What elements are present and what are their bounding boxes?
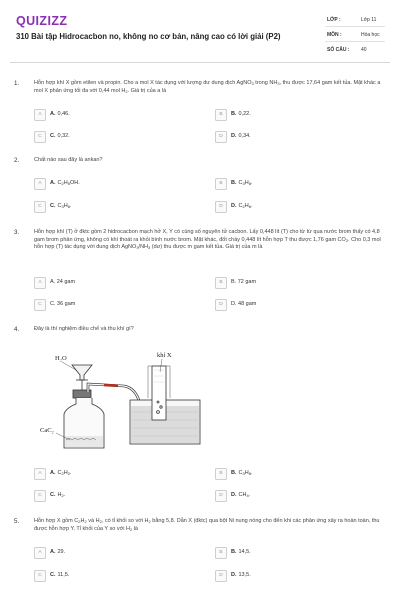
subscript: 2 bbox=[242, 204, 245, 209]
answer-option-c[interactable] bbox=[34, 299, 194, 310]
question-text: Hỗn hợp khí X gồm etilen và propin. Cho a mol X tác dụng với lượng dư dung dịch AgNO$_3$ trong $NH_3$, thu được 17,64 gam kết tủa. Mặt khác a mol X phản ứng tối đa với 0,44 mol $H_2$. Giá trị của a là bbox=[34, 80, 381, 94]
option-letter-box[interactable]: D bbox=[215, 570, 227, 582]
reaction-flask bbox=[64, 390, 104, 448]
option-letter-box[interactable]: A bbox=[34, 109, 46, 121]
subscript: 2 bbox=[61, 493, 64, 498]
option-letter-box[interactable]: B bbox=[215, 277, 227, 289]
subscript: 2 bbox=[345, 237, 349, 243]
answer-option-a[interactable] bbox=[34, 178, 194, 189]
option-prefix: A. bbox=[50, 180, 56, 186]
option-letter-box[interactable]: C bbox=[34, 131, 46, 143]
option-prefix: D. bbox=[231, 492, 237, 498]
answer-option-d[interactable] bbox=[215, 131, 375, 142]
meta-divider bbox=[325, 26, 385, 27]
question-text: Hỗn hợp khí (T) ở đktc gồm 2 hidrocacbon mạch hở X, Y có cùng số nguyên tử cacbon. Lấy 0,448 lít (T) cho từ từ qua nước brom thấy có 4,8 gam brom phản ứng, không có khí thoát ra khỏi bình nước brom. Mặt khác, đốt cháy 0,448 lít hỗn hợp T thu được 1,76 gam $CO_2$. Cho 0,3 mol hỗn hợp (T) tác dụng với dung dịch $AgNO_3/NH_3$ (dư) thu được m gam kết tủa. Giá trị của m là bbox=[34, 229, 381, 250]
option-label: C. $C_3H_6$. bbox=[50, 203, 72, 209]
meta-divider bbox=[325, 41, 385, 42]
meta-grade-value: Lớp 11 bbox=[361, 17, 377, 23]
option-prefix: D. bbox=[231, 203, 237, 209]
option-letter-box[interactable]: C bbox=[34, 299, 46, 311]
option-label: B. 72 gam bbox=[231, 279, 257, 285]
option-prefix: C. bbox=[50, 203, 56, 209]
question-number: 1. bbox=[14, 80, 20, 87]
option-label: D. 48 gam bbox=[231, 301, 257, 307]
option-label: C. 0,32. bbox=[50, 133, 70, 139]
apparatus-figure bbox=[32, 348, 202, 452]
option-prefix: C. bbox=[50, 492, 56, 498]
option-label: B. 14,5. bbox=[231, 549, 251, 555]
answer-option-d[interactable] bbox=[215, 299, 375, 310]
meta-subject-key: MÔN : bbox=[327, 32, 342, 38]
option-prefix: A. bbox=[50, 111, 56, 117]
subscript: 5 bbox=[67, 181, 70, 186]
subscript: 2 bbox=[78, 519, 81, 524]
option-label: D. $CH_4$. bbox=[231, 492, 251, 498]
answer-option-b[interactable] bbox=[215, 178, 375, 189]
answer-option-a[interactable] bbox=[34, 547, 194, 558]
question-number: 3. bbox=[14, 229, 20, 236]
option-letter-box[interactable]: A bbox=[34, 547, 46, 559]
question-number: 5. bbox=[14, 518, 20, 525]
label-gas: khí X bbox=[157, 352, 172, 359]
option-label: D. 0,34. bbox=[231, 133, 251, 139]
subscript: 2 bbox=[61, 471, 64, 476]
answer-option-a[interactable] bbox=[34, 109, 194, 120]
answer-option-c[interactable] bbox=[34, 490, 194, 501]
subscript: 2 bbox=[125, 88, 128, 94]
option-label: D. 13,5. bbox=[231, 572, 251, 578]
option-label: B. 0,22. bbox=[231, 111, 251, 117]
subscript: 3 bbox=[136, 245, 139, 250]
answer-option-b[interactable] bbox=[215, 547, 375, 558]
header-divider bbox=[10, 62, 390, 63]
option-label: C. 11,5. bbox=[50, 572, 70, 578]
option-letter-box[interactable]: B bbox=[215, 178, 227, 190]
question-number: 4. bbox=[14, 326, 20, 333]
option-label: B. $C_3H_8$. bbox=[231, 470, 253, 476]
option-label: A. 0,46. bbox=[50, 111, 70, 117]
option-letter-box[interactable]: B bbox=[215, 547, 227, 559]
subscript: 8 bbox=[248, 471, 251, 476]
option-label: C. $H_2$. bbox=[50, 492, 66, 498]
subscript: 6 bbox=[248, 204, 251, 209]
subscript: 2 bbox=[61, 181, 64, 186]
subscript: 3 bbox=[148, 245, 151, 250]
subscript: 2 bbox=[84, 519, 87, 524]
option-prefix: B. bbox=[231, 549, 237, 555]
option-prefix: C. bbox=[50, 572, 56, 578]
meta-count-value: 40 bbox=[361, 47, 367, 53]
quizizz-logo: QUIZIZZ bbox=[16, 14, 68, 28]
meta-grade bbox=[327, 17, 376, 23]
option-prefix: B. bbox=[231, 111, 237, 117]
label-solid: CaC₂ bbox=[40, 427, 54, 434]
answer-option-d[interactable] bbox=[215, 570, 375, 581]
answer-option-d[interactable] bbox=[215, 490, 375, 501]
option-prefix: B. bbox=[231, 180, 237, 186]
subscript: 2 bbox=[129, 526, 133, 532]
option-letter-box[interactable]: A bbox=[34, 178, 46, 190]
option-letter-box[interactable]: D bbox=[215, 490, 227, 502]
answer-option-a[interactable] bbox=[34, 468, 194, 479]
option-prefix: D. bbox=[231, 133, 237, 139]
subscript: 3 bbox=[242, 181, 245, 186]
option-letter-box[interactable]: A bbox=[34, 468, 46, 480]
subscript: 2 bbox=[99, 519, 102, 524]
option-letter-box[interactable]: B bbox=[215, 109, 227, 121]
option-letter-box[interactable]: C bbox=[34, 490, 46, 502]
answer-option-b[interactable] bbox=[215, 109, 375, 120]
answer-option-c[interactable] bbox=[34, 201, 194, 212]
question-text: Đây là thí nghiệm điều chế và thu khí gì? bbox=[34, 326, 134, 332]
option-label: A. $C_2H_5OH$. bbox=[50, 180, 80, 186]
subscript: 3 bbox=[277, 81, 280, 86]
page-header bbox=[0, 0, 400, 62]
option-prefix: B. bbox=[231, 470, 237, 476]
question-number: 2. bbox=[14, 157, 20, 164]
answer-option-d[interactable] bbox=[215, 201, 375, 212]
option-letter-box[interactable]: D bbox=[215, 299, 227, 311]
option-letter-box[interactable]: C bbox=[34, 570, 46, 582]
answer-option-c[interactable] bbox=[34, 570, 194, 581]
subscript: 3 bbox=[242, 471, 245, 476]
option-letter-box[interactable]: B bbox=[215, 468, 227, 480]
option-label: C. 36 gam bbox=[50, 301, 76, 307]
answer-option-a[interactable] bbox=[34, 277, 194, 288]
option-letter-box[interactable]: D bbox=[215, 201, 227, 213]
option-letter-box[interactable]: D bbox=[215, 131, 227, 143]
subscript: 2 bbox=[67, 471, 70, 476]
meta-subject-value: Hóa học bbox=[361, 32, 380, 38]
subscript: 2 bbox=[148, 519, 151, 524]
option-prefix: A. bbox=[50, 470, 56, 476]
subscript: 4 bbox=[246, 493, 249, 498]
subscript: 3 bbox=[251, 81, 254, 86]
option-label: A. 29. bbox=[50, 549, 66, 555]
option-prefix: C. bbox=[50, 133, 56, 139]
option-label: D. $C_2H_6$. bbox=[231, 203, 253, 209]
option-label: A. 24 gam bbox=[50, 279, 76, 285]
meta-subject bbox=[327, 32, 380, 38]
label-water: H₂O bbox=[55, 355, 67, 362]
meta-count bbox=[327, 47, 367, 53]
question-text: Hỗn hợp X gồm $C_2H_2$ và $H_2$, có tỉ khối so với $H_2$ bằng 5,8. Dẫn X (đktc) qua bột Ni nung nóng cho đến khi các phản ứng xảy ra hoàn toàn, thu được hỗn hợp Y. Tỉ khối của Y so với $H_2$ là bbox=[34, 518, 380, 532]
option-letter-box[interactable]: C bbox=[34, 201, 46, 213]
question-text: Chất nào sau đây là ankan? bbox=[34, 157, 103, 163]
answer-option-b[interactable] bbox=[215, 277, 375, 288]
option-label: A. $C_2H_2$. bbox=[50, 470, 72, 476]
subscript: 6 bbox=[67, 204, 70, 209]
answer-option-b[interactable] bbox=[215, 468, 375, 479]
answer-option-c[interactable] bbox=[34, 131, 194, 142]
option-prefix: A. bbox=[50, 549, 56, 555]
meta-count-key: SỐ CÂU : bbox=[327, 47, 350, 53]
subscript: 8 bbox=[248, 181, 251, 186]
document-title: 310 Bài tập Hidrocacbon no, không no cơ bản, nâng cao có lời giải (P2) bbox=[16, 32, 281, 41]
option-letter-box[interactable]: A bbox=[34, 277, 46, 289]
option-label: B. $C_3H_8$. bbox=[231, 180, 253, 186]
meta-grade-key: LỚP : bbox=[327, 17, 341, 23]
subscript: 3 bbox=[61, 204, 64, 209]
option-prefix: D. bbox=[231, 572, 237, 578]
